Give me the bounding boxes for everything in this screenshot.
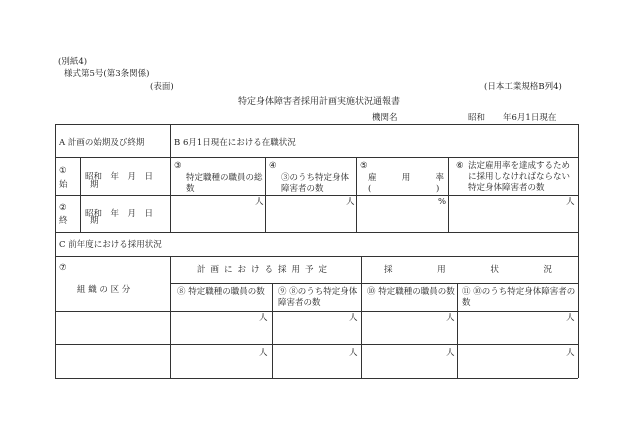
- end-date: 昭和 年 月 日: [85, 209, 154, 219]
- col-line: [170, 124, 171, 232]
- col6-unit: 人: [566, 197, 575, 207]
- end-label: 終 期: [59, 216, 106, 226]
- row1-col10-unit: 人: [446, 313, 455, 323]
- attachment-label: (別紙4): [58, 57, 88, 67]
- start-label: 始 期: [59, 180, 106, 190]
- row2-col10-unit: 人: [446, 348, 455, 358]
- col-line: [356, 157, 357, 232]
- start-date: 昭和 年 月 日: [85, 172, 154, 182]
- row-line: [55, 157, 578, 158]
- row2-col8-unit: 人: [259, 348, 268, 358]
- row-line: [170, 283, 578, 284]
- section-b-label: B 6月1日現在における在職状況: [174, 138, 296, 148]
- row1-col11-unit: 人: [566, 313, 575, 323]
- col4-number: ④: [269, 161, 277, 171]
- form-number: 様式第5号(第3条関係): [64, 69, 150, 79]
- document-title: 特定身体障害者採用計画実施状況通報書: [238, 97, 401, 107]
- col5-paren-close: ): [436, 184, 440, 194]
- era-label: 昭和: [468, 113, 486, 123]
- table-border-left: [55, 124, 56, 378]
- col6-number: ⑥: [456, 161, 464, 171]
- row1-col8-unit: 人: [259, 313, 268, 323]
- table-border-bottom: [55, 378, 578, 379]
- row-line: [55, 195, 578, 196]
- col8-label: ⑧ 特定職種の職員の数: [177, 287, 265, 297]
- col5-label: 雇 用 率: [368, 173, 444, 183]
- col-line: [265, 157, 266, 232]
- col3-unit: 人: [255, 197, 264, 207]
- section-a-label: A 計画の始期及び終期: [59, 138, 145, 148]
- row2-col9-unit: 人: [349, 348, 358, 358]
- col7-number: ⑦: [59, 263, 67, 273]
- start-number: ①: [59, 166, 67, 176]
- col5-paren-open: (: [368, 184, 372, 194]
- actual-header: 採 用 状 況: [384, 265, 552, 275]
- row-line: [55, 311, 578, 312]
- col-line: [272, 283, 273, 378]
- col4-label: ③のうち特定身体障害者の数: [281, 173, 350, 194]
- row-line: [55, 344, 578, 345]
- row2-col11-unit: 人: [566, 348, 575, 358]
- col9-label: ⑨ ⑧のうち特定身体障害者の数: [278, 287, 358, 308]
- col-line: [457, 283, 458, 378]
- col3-number: ③: [174, 161, 182, 171]
- col6-label: 法定雇用率を達成するために採用しなければならない特定身体障害者の数: [468, 161, 571, 193]
- plan-header: 計画における採用予定: [197, 265, 333, 275]
- col10-label: ⑩ 特定職種の職員の数: [367, 287, 455, 297]
- row1-col9-unit: 人: [349, 313, 358, 323]
- row-line: [55, 232, 578, 233]
- col-line: [448, 157, 449, 232]
- org-label: 機関名: [372, 113, 398, 123]
- side-label: (表面): [150, 82, 174, 92]
- paper-size-label: (日本工業規格B列4): [484, 82, 562, 92]
- col-line: [170, 256, 171, 378]
- col3-label: 特定職種の職員の総数: [186, 173, 263, 194]
- col5-unit: %: [438, 197, 447, 207]
- col5-number: ⑤: [360, 161, 368, 171]
- end-number: ②: [59, 203, 67, 213]
- table-border-right: [578, 124, 579, 378]
- col4-unit: 人: [346, 197, 355, 207]
- row-line: [55, 256, 578, 257]
- as-of-date: 年6月1日現在: [503, 113, 557, 123]
- col11-label: ⑪ ⑩のうち特定身体障害者の数: [462, 287, 576, 308]
- section-c-label: C 前年度における採用状況: [59, 240, 162, 250]
- table-border-top: [55, 124, 578, 125]
- col-line: [361, 256, 362, 378]
- col7-label: 組 織 の 区 分: [77, 285, 131, 295]
